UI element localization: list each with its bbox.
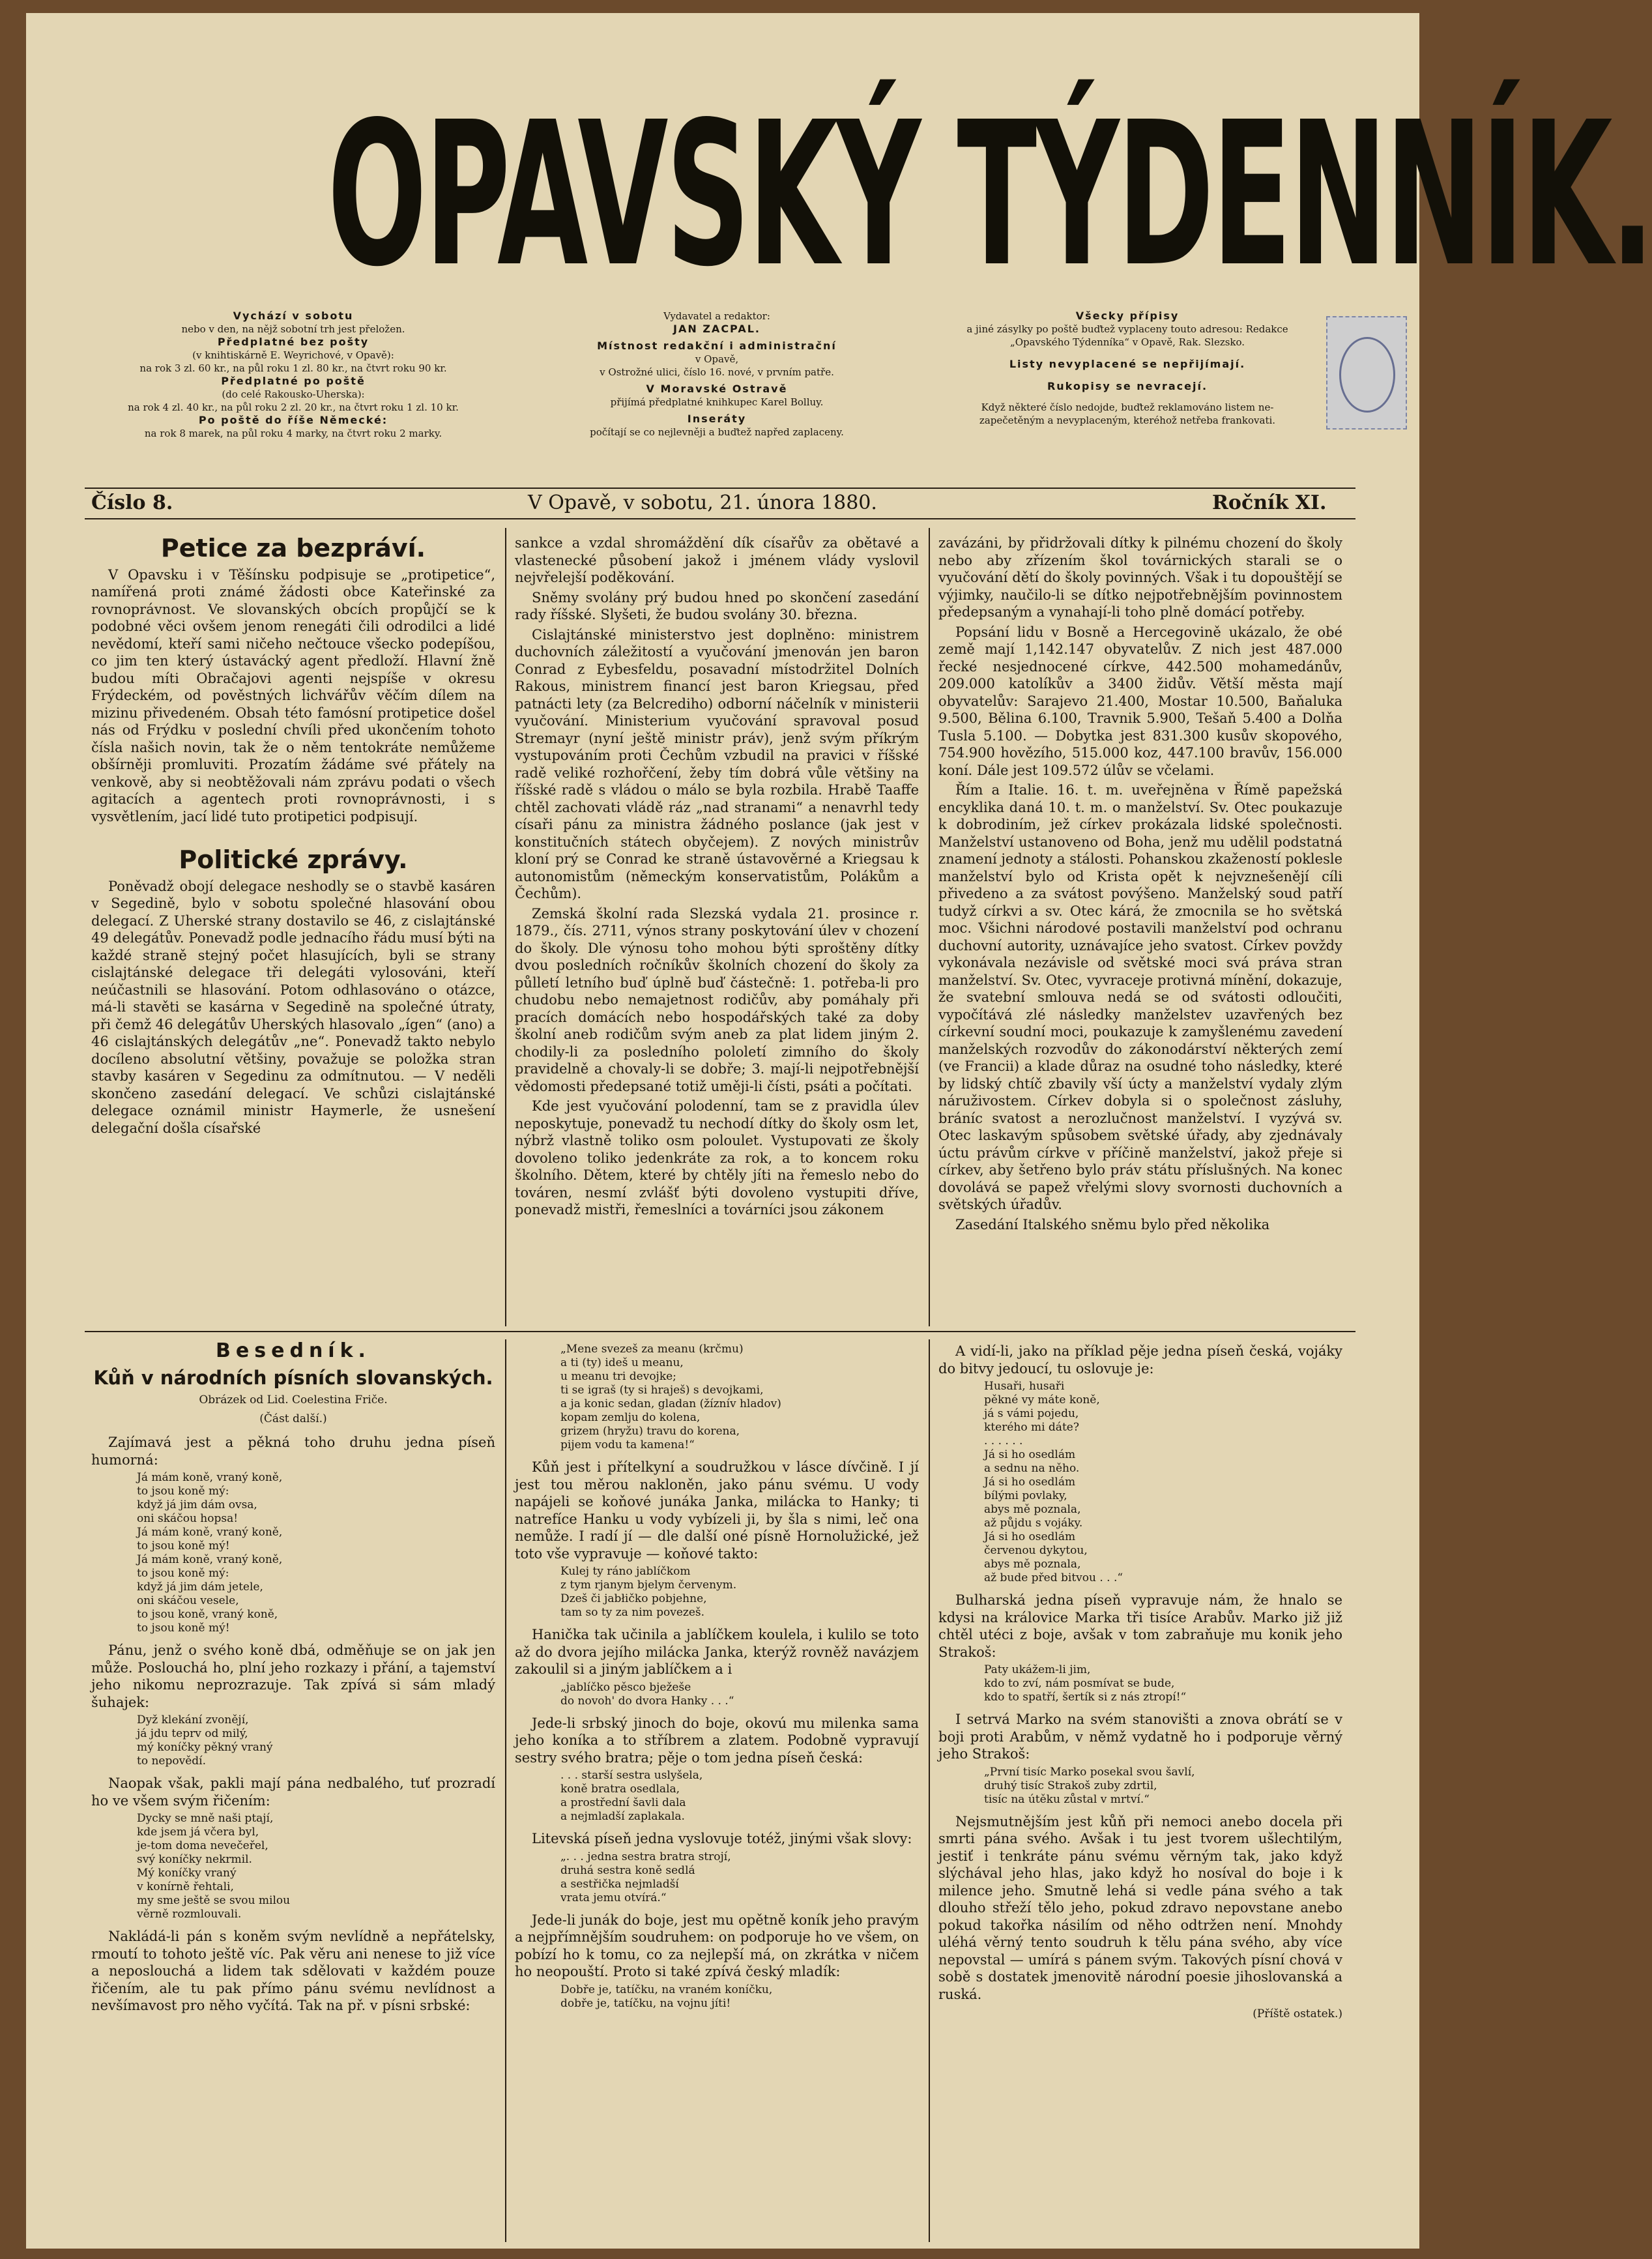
feuilleton-c3-p3: I setrvá Marko na svém stanovišti a znova obrátí se v boji proti Arabům, v němž vydatně ho i podporuje věrný jeho Strakoš: — [938, 1712, 1342, 1762]
info-left-1: Vychází v sobotu — [233, 310, 354, 322]
feuilleton-c1-p1: Zajímavá jest a pěkná toho druhu jedna píseň humorná: — [91, 1435, 495, 1468]
info-center-1: Vydavatel a redaktor: — [663, 310, 770, 322]
info-letters — [932, 310, 1323, 427]
info-left-10: na rok 8 marek, na půl roku 4 marky, na čtvrt roku 2 marky. — [144, 428, 442, 439]
verse-jablicko: „jablíčko pěsco bježeše do novoh' do dvora Hanky . . .“ — [560, 1680, 734, 1708]
info-center-5: v Ostrožné ulici, číslo 16. nové, v prvním patře. — [600, 366, 834, 378]
feuilleton-title: Besedník. — [216, 1339, 371, 1362]
feuilleton-author: Obrázek od Lid. Coelestina Friče. — [199, 1393, 388, 1406]
info-left-6: Předplatné po poště — [221, 375, 366, 387]
feuilleton-heading: Kůň v národních písních slovanských. — [93, 1366, 493, 1389]
issue-volume: Ročník XI. — [1212, 491, 1327, 514]
feuilleton-rule — [85, 1331, 1355, 1332]
feuilleton-c3-p2: Bulharská jedna píseň vypravuje nám, že hnalo se kdysi na královice Marka tři tisíce Arabův. Marko již již chtěl utéci z boje, avšak v tom zabraňuje mu konik jeho Strakoš: — [938, 1592, 1342, 1660]
info-left-7: (do celé Rakousko-Uherska): — [222, 388, 365, 400]
article-petice: V Opavsku i v Těšínsku podpisuje se „protipetice“, namířená proti známé žádosti obce Kateřinské za rovnoprávnost. Ve slovanských obcích propůjčí se k podobné věci ovšem jenom renegáti čili odrodilci a lidé nevědomí, kteří sami ničeho nečtouce všecko podepíšou, co jim ten který ústavácký agent předloží. Hlavní žně budou míti Obračajovi agenti nejspíše v okresu Frýdeckém, od pověstných lichvářův věčím dílem na mizinu přivedeném. Obsah této famósní protipetice došel nás od Frýdku v poslední chvíli před ukončením tohoto čísla našich novin, tak že o něm tentokráte nemůžeme obšírněji promluviti. Prozatím žádáme své přátely na venkově, aby si neobtěžovali nám zprávu podati o všech agitacích a agentech proti rovnoprávnosti, i s vysvětlením, jací lidé tuto protipetici podpisují. — [91, 566, 495, 824]
verse-klekani: Dyž klekání zvonějí, já jdu teprv od milý, mý koníčky pěkný vraný to nepovědí. — [137, 1713, 273, 1768]
article-zavazani: zavázáni, by přidržovali dítky k pilnému chození do školy nebo aby zřízením škol továrnických starali se o vyučování dětí do školy povinných. Však i tu dopouštějí se výjimky, naučilo-li se dítko nejpotřebnějším povinnostem předepsaným a vynahají-li toho plně domácí potřeby. — [938, 535, 1342, 620]
verse-starsi-sestra: . . . starší sestra uslyšela, koně bratra osedlala, a prostřední šavli dala a nejmladší zaplakala. — [560, 1769, 703, 1823]
feuilleton-c1-p4: Nakládá-li pán s koněm svým nevlídně a nepřátelsky, rmoutí to tohoto ještě víc. Pak věru ani nenese to již více a neposlouchá a lidem tak sdělovati v každém pouze řičením, ale tu pak přímo pánu svému nevlídnost a nevšímavost pro něho vyčítá. Tak na př. v písni srbské: — [91, 1929, 495, 2013]
info-center-7: přijímá předplatné knihkupec Karel Bolluy. — [610, 396, 824, 408]
news-column-1 — [91, 534, 495, 1139]
info-center-3: Místnost redakční i administrační — [597, 340, 837, 352]
newspaper-title: OPAVSKÝ TÝDENNÍK. — [327, 80, 1652, 311]
feuilleton-c1-p3: Naopak však, pakli mají pána nedbalého, tuť prozradí ho ve všem svým řičením: — [91, 1775, 495, 1809]
article-ministerstvo: Cislajtánské ministerstvo jest doplněno: ministrem duchovních záležitostí a vyučování jmenován jen baron Conrad z Eybesfeldu, posavadní místodržitel Dolních Rakous, ministrem financí jest baron Kriegsau, před patnácti lety (za Belcrediho) odborní náčelník v ministerii vyučování. Ministerium vyučování spravoval posud Stremayr (nyní ještě ministr práv), jenž svým příkrým vystupováním proti Čechům vzbudil na pravici v říšské radě veliké rozhořčení, žeby tím dobrá vůle většiny na říšské radě s vládou o málo se byla rozbila. Hrabě Taaffe chtěl zachovati vládě ráz „nad stranami“ a nenavrhl tedy císaři pánu za ministra žádného poslance (jak jest v konstitučních státech obyčejem). Z nových ministrův kloní prý se Conrad ke straně ústavověrné a Kriegsau k autonomistům (německým konservatistům, Polákům a Čechům). — [515, 626, 919, 901]
verse-mene-svezes: „Mene svezeš za meanu (krčmu) a ti (ty) ideš u meanu, u meanu tri devojke; ti se igraš (ty si hraješ) s devojkami, a ja konic sedan, gladan (žíznív hladov) kopam zemlju do kolena, grizem (hryžu) travu do korena, pijem vodu ta kamena!“ — [560, 1343, 781, 1451]
feuilleton-c2-p4: Litevská píseň jedna vyslovuje totéž, jinými však slovy: — [532, 1831, 912, 1846]
info-right-3: „Opavského Týdenníka“ v Opavě, Rak. Slezsko. — [1009, 336, 1245, 348]
info-right-5: Rukopisy se nevracejí. — [1047, 380, 1208, 392]
stamp-seal — [1339, 337, 1395, 413]
info-editor — [508, 310, 925, 439]
article-rim: Řím a Italie. 16. t. m. uveřejněna v Římě papežská encyklika daná 10. t. m. o manželství. Sv. Otec poukazuje k dobrodiním, jež církev prokázala lidské společnosti. Manželství ustanoveno od Boha, jenž mu udělil podstatná znamení jednoty a stálosti. Pohanskou zkažeností poklesle manželství bylo od Krista opět k nejvznešenějí cíli přivedeno a za svátost povýšeno. Manželský soud patří tudyž církvi a sv. Otec kárá, že zmocnila se ho světská moc. Všichni národové postavili manželství pod ochranu duchovní autority, uznávajíce jeho svatost. Církev povždy vykonávala nezávisle od světské moci svá práva stran manželství. Sv. Otec, vyvraceje protivná mínění, dokazuje, že svatební smlouva nedá se od svátosti odloučiti, vypočítává zlé následky manželstev uzavřených bez církevní soudní moci, poukazuje k zamyšlenému zavedení manželských rozvodův do zákonodárství některých zemí (ve Francii) a klade důraz na osudné toho následky, které by lidský chtíč zbavily vší úcty a manželství vydaly zlým náruživostem. Církev dobyla si o společnost zásluhy, bráníc svatost a nerozlučnost manželství. I vyzývá sv. Otec laskavým spůsobem světské úřady, aby zjednávaly úctu právům církve v příčině manželství, jakož přeje si církev, aby šetřeno bylo práv státu příslušných. Na konec dovolává se papež vřelými slovy svornosti duchovních a světských úřadův. — [938, 782, 1342, 1212]
rule-top — [85, 488, 1355, 489]
feuilleton-divider-1 — [505, 1339, 506, 2242]
article-delegace: Poněvadž obojí delegace neshodly se o stavbě kasáren v Segedině, bylo v sobotu společné hlasování obou delegací. Z Uherské strany dostavilo se 46, z cislajtánské 49 delegátův. Ponevadž podle jednacího řádu musí býti na každé straně stejný počet hlasujících, byli se strany cislajtánské delegace tři delegáti vylosováni, kteří neúčastnili se hlasování. Potom odhlasováno o otázce, má-li stavěti se kasárna v Segedině na společné útraty, při čemž 46 delegátův Uherských hlasovalo „ígen“ (ano) a 46 cislajtánských delegátův „ne“. Ponevadž takto nebylo docíleno absolutní většiny, považuje se položka stran stavby kasáren v Segedinu za odmítnutou. — V neděli skončeno zasedání delegací. Ve schůzi cislajtánské delegace oznámil ministr Haymerle, že usnešení delegační došla císařské — [91, 878, 495, 1136]
info-right-2: a jiné zásylky po poště buďtež vyplaceny touto adresou: Redakce — [966, 323, 1288, 335]
info-right-1: Všecky přípisy — [1075, 310, 1180, 322]
feuilleton-c3-p4: Nejsmutnějším jest kůň při nemoci anebo docela při smrti pána svého. Avšak i tu jest tvorem ušlechtilým, jestiť i tenkráte pánu svému věrným tak, jako když slýchával jeho hlas, jako když ho nosíval do boje i k milence jeho. Smutně lehá si vedle pána svého a tak dlouho střeží tělo jeho, pokud zdravo nepovstane anebo pokud takořka násilím od něho odtržen není. Mnohdy uléhá věrný tento soudruh k tělu pána svého, aby více nepovstal — umírá s pánem svým. Takových písní chová v sobě s dostatek jmenovitě národní poesie jihoslovanská a ruská. — [938, 1813, 1342, 2002]
feuilleton-c2-p2: Hanička tak učinila a jablíčkem koulela, i kulilo se toto až do dvora jejího milácka Janka, kterýž rovněž navázjem zakoulil si a jiným jablíčkem a i — [515, 1627, 919, 1677]
news-column-3 — [938, 534, 1342, 1236]
newspaper-page — [26, 13, 1652, 2249]
feuilleton-column-2 — [515, 1343, 919, 2017]
tax-stamp — [1326, 316, 1407, 430]
info-left-3: Předplatné bez pošty — [217, 336, 370, 348]
article-sankce: sankce a vzdal shromáždění dík císařův za obětavé a vlastenecké působení jakož i jménem vlády vyslovil nejvřelejší poděkování. — [515, 535, 919, 585]
feuilleton-continued: (Příště ostatek.) — [1253, 2007, 1342, 2020]
verse-husari: Husaři, husaři pěkné vy máte koně, já s vámi pojedu, kterého mi dáte? . . . . . . Já si ho osedlám a sednu na něho. Já si ho osedlám bílými povlaky, abys mě poznala, až půjdu s vojáky. Já si ho osedlám červenou dykytou, abys mě poznala, až bude před bitvou . . .“ — [984, 1380, 1123, 1584]
feuilleton-divider-2 — [929, 1339, 930, 2242]
verse-taticku: Dobře je, tatíčku, na vraném koníčku, dobře je, tatíčku, na vojnu jíti! — [560, 1983, 773, 2010]
info-center-6: V Moravské Ostravě — [646, 383, 788, 395]
verse-vrany-kone: Já mám koně, vraný koně, to jsou koně mý: když já jim dám ovsa, oni skáčou hopsa! Já mám koně, vraný koně, to jsou koně mý! Já mám koně, vraný koně, to jsou koně mý: když já jim dám jetele, oni skáčou vesele, to jsou koně, vraný koně, to jsou koně mý! — [137, 1471, 283, 1635]
info-right-7: zapečetěným a nevyplaceným, kteréhož netřeba frankovati. — [979, 415, 1276, 426]
feuilleton-c2-p3: Jede-li srbský jinoch do boje, okovú mu milenka sama jeho koníka a to stříbrem a zlatem. Podobně vypravují sestry svého bratra; pěje o tom jedna píseň česká: — [515, 1715, 919, 1766]
info-left-8: na rok 4 zl. 40 kr., na půl roku 2 zl. 20 kr., na čtvrt roku 1 zl. 10 kr. — [128, 401, 459, 413]
column-divider-1 — [505, 528, 506, 1326]
headline-politicke-zpravy: Politické zprávy. — [179, 845, 408, 874]
info-center-2: JAN ZACPAL. — [673, 323, 761, 335]
info-left-5: na rok 3 zl. 60 kr., na půl roku 1 zl. 80 kr., na čtvrt roku 90 kr. — [139, 362, 447, 374]
masthead — [85, 80, 1652, 311]
info-left-2: nebo v den, na nějž sobotní trh jest přeložen. — [181, 323, 405, 335]
feuilleton-c2-p5: Jede-li junák do boje, jest mu opětně koník jeho pravým a nejpřímnějším soudruhem: on podporuje ho ve všem, on pobízí ho k tomu, co za nejlepší má, on zkrátka v ničem ho neopouští. Proto si také zpívá český mladík: — [515, 1912, 919, 1979]
article-vyucovani: Kde jest vyučování polodenní, tam se z pravidla úlev neposkytuje, ponevadž tu nechodí dítky do školy osm let, nýbrž vlastně toliko osm poloulet. Vystupovati ze školy dovoleno toliko jedenkráte za rok, a to koncem roku školního. Dětem, které by chtěly jíti na řemeslo nebo do továren, nesmí zvlášť býti dovoleno vystupiti dříve, ponevadž mistři, řemeslníci a továrníci jsou zákonem — [515, 1098, 919, 1217]
article-snemy: Sněmy svolány prý budou hned po skončení zasedání rady říšské. Slyšeti, že budou svolány 30. března. — [515, 589, 919, 622]
feuilleton-c2-p1: Kůň jest i přítelkyní a soudružkou v lásce dívčině. I jí jest tou měrou nakloněn, jako pánu svému. U vody napájeli se koňové junáka Janka, milácka to Hanky; ti natrefíce Hanku u vody vybízeli ji, by šla s nimi, leč ona nemůže. I radí jí — dle další oné písně Hornolužické, jež toto vše vypravuje — koňové takto: — [515, 1459, 919, 1562]
feuilleton-column-1 — [91, 1339, 495, 2017]
verse-prvni-tisic: „První tisíc Marko posekal svou šavlí, druhý tisíc Strakoš zuby zdrtil, tisíc na útěku zůstal v mrtví.“ — [984, 1765, 1195, 1806]
verse-kulej: Kulej ty ráno jablíčkom z tym rjanym bjelym červenym. Dzeš či jabłičko pobjehne, tam so ty za nim povezeš. — [560, 1565, 737, 1619]
info-subscription — [85, 310, 502, 440]
news-column-2 — [515, 534, 919, 1221]
article-bosna: Popsání lidu v Bosně a Hercegovině ukázalo, že obé země mají 1,142.147 obyvatelův. Z nich jest 487.000 řecké nesjednocené církve, 442.500 mohamedánův, 209.000 katolíkův a 3400 židův. Větší města mají obyvatelův: Sarajevo 21.400, Mostar 10.500, Baňaluka 9.500, Bělina 6.100, Travnik 5.900, Tešaň 5.400 a Dolňa Tusla 5.100. — Dobytka jest 831.300 kusův skopového, 754.900 hovězího, 515.000 koz, 447.100 bravův, 156.000 koní. Dále jest 109.572 úlův se včelami. — [938, 624, 1342, 778]
article-italie: Zasedání Italského sněmu bylo před několika — [955, 1216, 1270, 1232]
issue-number: Číslo 8. — [91, 491, 173, 514]
info-center-4: v Opavě, — [695, 353, 739, 365]
column-divider-2 — [929, 528, 930, 1326]
feuilleton-c1-p2: Pánu, jenž o svého koně dbá, odměňuje se on jak jen může. Poslouchá ho, plní jeho rozkazy i přání, a tajemství jeho nikomu neprozrazuje. Tak zpívá si sám mladý šuhajek: — [91, 1642, 495, 1710]
info-left-4: (v knihtiskárně E. Weyrichové, v Opavě): — [192, 349, 394, 361]
feuilleton-column-3 — [938, 1343, 1342, 2023]
headline-petice: Petice za bezpráví. — [160, 534, 426, 562]
verse-paty: Paty ukážem-li jim, kdo to zví, nám posmívat se bude, kdo to spatří, šertík si z nás ztropí!“ — [984, 1663, 1187, 1704]
feuilleton-c3-p1: A vidí-li, jako na příklad pěje jedna píseň česká, vojáky do bitvy jedoucí, tu oslovuje je: — [938, 1343, 1342, 1377]
article-skolni-rada: Zemská školní rada Slezská vydala 21. prosince r. 1879., čís. 2711, výnos strany poskytování úlev v chození do školy. Dle výnosu toho mohou býti sproštěny dítky dvou posledních ročníkův školních chození do školy za půlletí letního buď úplně buď částečně: 1. potřeba-li pro chudobu nebo nemajetnost rodičův, aby pomáhaly při pracích domácích nebo hospodářských také za doby školní aneb rodičům svým aneb za plat lidem jiným 2. chodily-li za posledního pololetí zimního do školy pravidelně a chovaly-li se dobře; 3. mají-li nejpotřebnější vědomosti předepsané totiž uměji-li čísti, psáti a počítati. — [515, 905, 919, 1094]
info-center-8: Inseráty — [687, 413, 747, 425]
feuilleton-part: (Část další.) — [259, 1412, 327, 1425]
info-left-9: Po poště do říše Německé: — [198, 414, 388, 426]
issue-date: V Opavě, v sobotu, 21. února 1880. — [528, 491, 877, 514]
info-right-4: Listy nevyplacené se nepřijímají. — [1009, 358, 1246, 370]
verse-dycky: Dycky se mně naši ptají, kde jsem já včera byl, je-tom doma nevečeřel, svý koníčky nekrmil. Mý koníčky vraný v konírně řehtali, my sme ještě se svou milou věrně rozmlouvali. — [137, 1812, 291, 1921]
info-center-9: počítají se co nejlevněji a buďtež napřed zaplaceny. — [590, 426, 844, 438]
info-right-6: Když některé číslo nedojde, buďtež reklamováno listem ne- — [981, 401, 1274, 413]
rule-bottom — [85, 518, 1355, 519]
verse-litevska: „. . . jedna sestra bratra strojí, druhá sestra koně sedlá a sestřička nejmladší vrata jemu otvírá.“ — [560, 1850, 731, 1904]
